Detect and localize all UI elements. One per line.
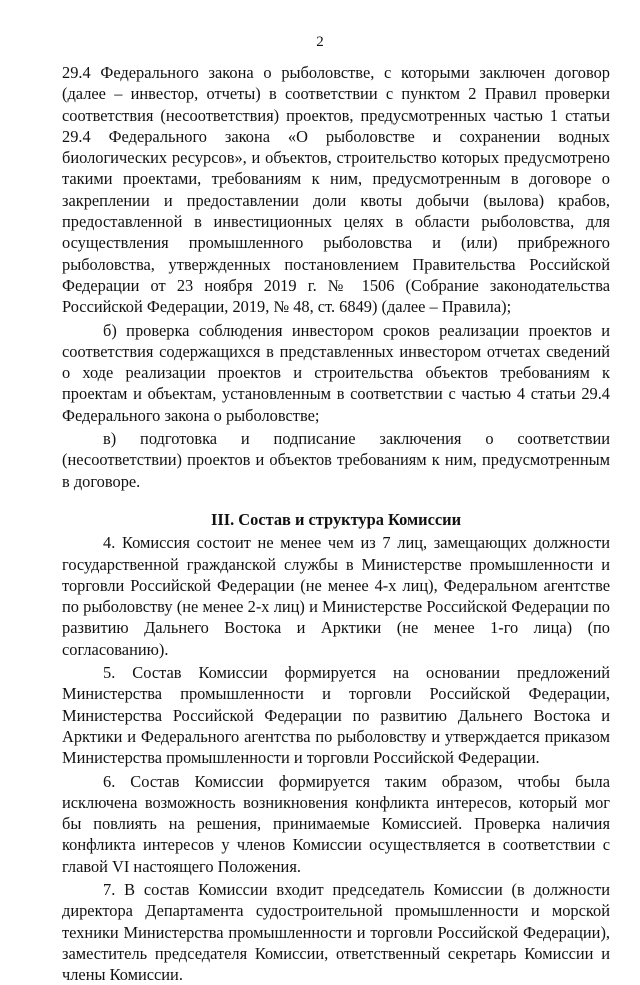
paragraph-clause-5: 5. Состав Комиссии формируется на основании предложений Министерства промышленности и торговли Российской Федерации, Министерства Российской Федерации по развитию Дальнего Востока и Арктики и Федерального агентства по рыболовству и утверждается приказом Министерства промышленности и торговли Российской Федерации. [62,663,610,768]
page-number: 2 [316,34,324,50]
paragraph-item-v: в) подготовка и подписание заключения о соответствии (несоответствии) проектов и объектов требованиям к ним, предусмотренным в договоре. [62,429,610,491]
paragraph-clause-4: 4. Комиссия состоит не менее чем из 7 лиц, замещающих должности государственной гражданской службы в Министерстве промышленности и торговли Российской Федерации (не менее 4-х лиц), Федеральном агентстве по рыболовству (не менее 2-х лиц) и Министерстве Российской Федерации по развитию Дальнего Востока и Арктики (не менее 1-го лица) (по согласованию). [62,533,610,659]
paragraph-continuation: 29.4 Федерального закона о рыболовстве, с которыми заключен договор (далее – инвестор, отчеты) в соответствии с пунктом 2 Правил проверки соответствия (несоответствия) проектов, предусмотренных частью 1 статьи 29.4 Федерального закона «О рыболовстве и сохранении водных биологических ресурсов», и объектов, строительство которых предусмотрено такими проектами, требованиям к ним, предусмотренным в договоре о закреплении и предоставлении доли квоты добычи (вылова) крабов, предоставленной в инвестиционных целях в области рыболовства, для осуществления промышленного рыболовства и (или) прибрежного рыболовства, утвержденных постановлением Правительства Российской Федерации от 23 ноября 2019 г. № 1506 (Собрание законодательства Российской Федерации, 2019, № 48, ст. 6849) (далее – Правила); [62,63,610,317]
paragraph-clause-7: 7. В состав Комиссии входит председатель Комиссии (в должности директора Департамента судостроительной промышленности и морской техники Министерства промышленности и торговли Российской Федерации), заместитель председателя Комиссии, ответственный секретарь Комиссии и члены Комиссии. [62,879,610,985]
paragraph-item-b: б) проверка соблюдения инвестором сроков реализации проектов и соответствия содержащихся в представленных инвестором отчетах сведений о ходе реализации проектов и строительства объектов требованиям к проектам и объектам, установленным в соответствии с частью 4 статьи 29.4 Федерального закона о рыболовстве; [62,320,610,425]
section-heading: III. Состав и структура Комиссии [210,509,462,529]
document-body [62,62,610,985]
paragraph-clause-6: 6. Состав Комиссии формируется таким образом, чтобы была исключена возможность возникновения конфликта интересов, который мог бы повлиять на решения, принимаемые Комиссией. Проверка наличия конфликта интересов у членов Комиссии осуществляется в соответствии с главой VI настоящего Положения. [62,771,610,876]
